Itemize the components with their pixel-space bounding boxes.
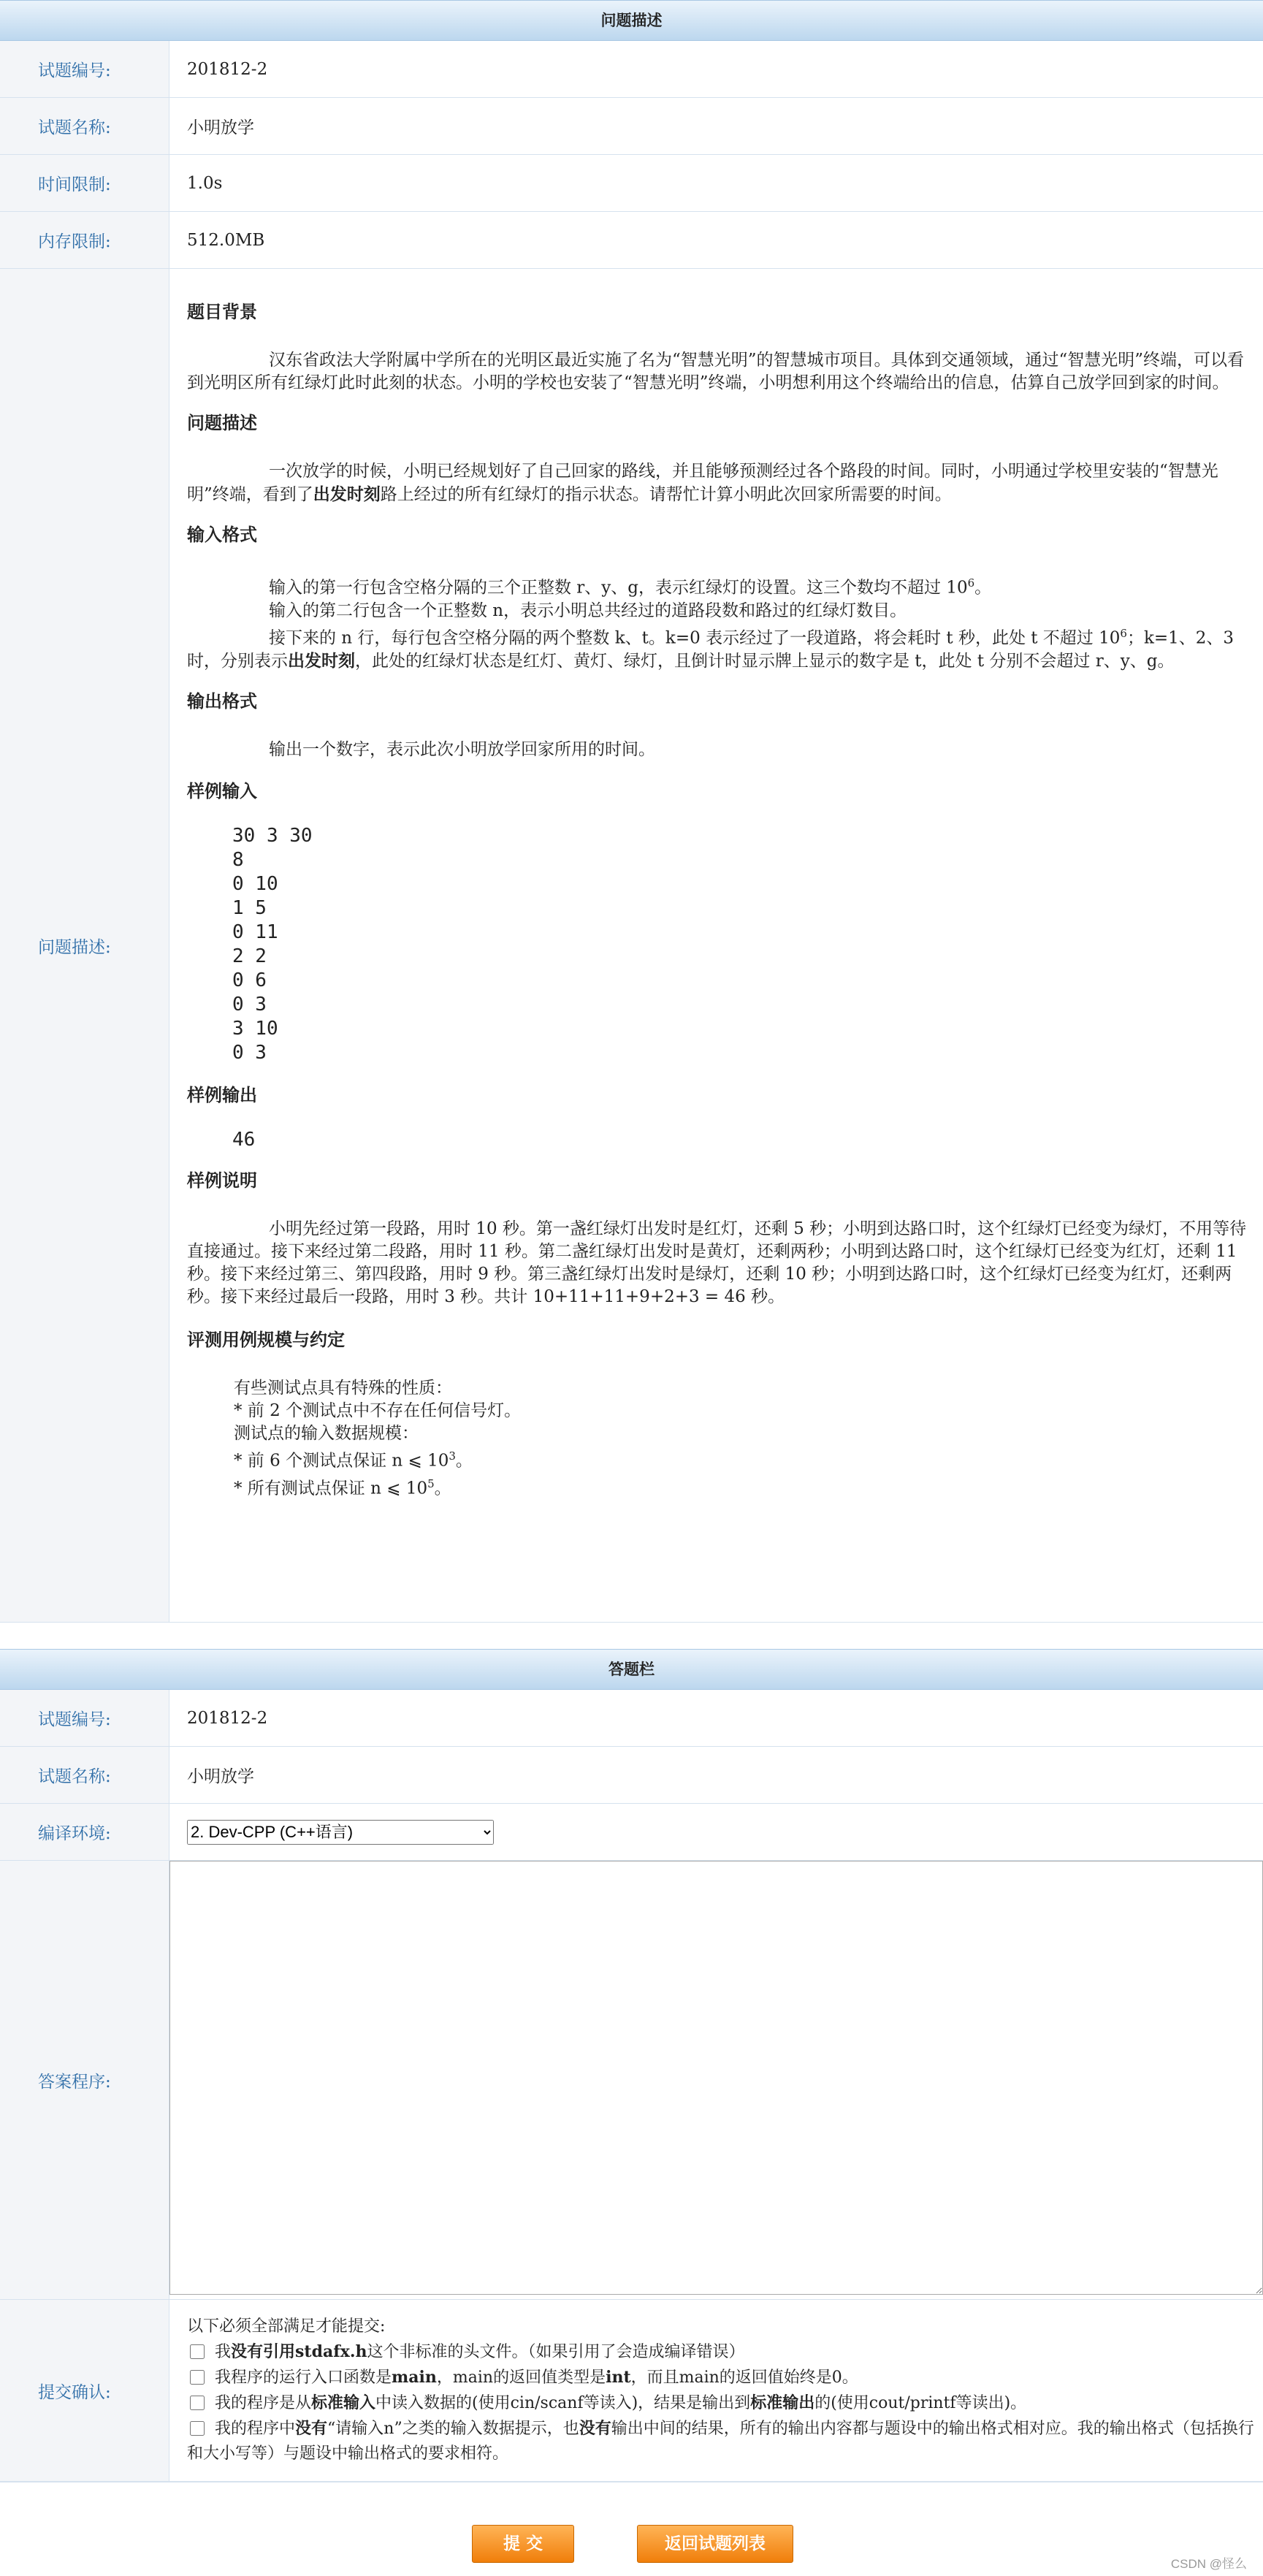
confirm-intro: 以下必须全部满足才能提交: <box>187 2317 386 2336</box>
answer-row-id <box>0 1690 1263 1747</box>
problem-text-part: 一次放学的时候，小明已经规划好了自己回家的路线，并且能够预测经过各个路段的时间。同时，小明通过学校里安装的“智慧光明”终端，看到了 <box>187 462 1218 504</box>
answer-id-value: 201812-2 <box>187 1708 268 1728</box>
back-to-list-button[interactable]: 返回试题列表 <box>637 2525 793 2563</box>
scale-title: 评测用例规模与约定 <box>187 1329 345 1351</box>
watermark: CSDN @怪么 <box>1170 2557 1247 2571</box>
name-value: 小明放学 <box>187 118 254 137</box>
confirm-checkbox-4[interactable] <box>190 2421 205 2436</box>
info-row-id <box>0 41 1263 98</box>
answer-id-label: 试题编号: <box>0 1690 169 1746</box>
answer-code-label: 答案程序: <box>0 1861 169 2299</box>
confirm-text: “请输入n”之类的输入数据提示，也 <box>327 2420 579 2438</box>
confirm-cell <box>169 2300 1263 2481</box>
answer-row-code <box>0 1861 1263 2300</box>
confirm-text: 我程序的运行入口函数是 <box>215 2369 392 2387</box>
input-line-text: 输入的第一行包含空格分隔的三个正整数 r、y、g，表示红绿灯的设置。这三个数均不超过 10 <box>269 578 968 598</box>
sample-output: 46 <box>232 1129 256 1151</box>
compile-env-cell <box>169 1804 1263 1860</box>
id-label: 试题编号: <box>0 41 169 97</box>
input-line-text: 接下来的 n 行，每行包含空格分隔的两个整数 k、t。k=0 表示经过了一段道路，将会耗时 t 秒，此处 t 不超过 10 <box>269 628 1121 648</box>
confirm-item-4 <box>187 2416 1256 2466</box>
confirm-text: 我 <box>215 2343 232 2361</box>
confirm-text: ，而且main的返回值始终是0。 <box>630 2369 858 2387</box>
sample-input-title: 样例输入 <box>187 780 257 802</box>
scale-text: 。 <box>455 1451 473 1471</box>
time-limit-label: 时间限制: <box>0 155 169 211</box>
confirm-text: 输出中间的结果，所有的输出内容都与题设中的输出格式相对应。我的输出格式（包括换行和大小写等）与题设中输出格式的要求相符。 <box>187 2420 1254 2463</box>
confirm-text-bold: 没有 <box>295 2419 328 2438</box>
confirm-checkbox-3[interactable] <box>190 2396 205 2410</box>
scale-line: * 前 2 个测试点中不存在任何信号灯。 <box>234 1401 522 1421</box>
input-line-text: 。 <box>974 578 992 598</box>
input-line-3 <box>187 622 1247 674</box>
confirm-text-bold: 没有 <box>579 2419 611 2438</box>
memory-limit-label: 内存限制: <box>0 212 169 268</box>
info-row-name <box>0 98 1263 155</box>
compile-env-select[interactable] <box>187 1820 494 1845</box>
confirm-text-bold: 标准输入 <box>311 2393 376 2412</box>
confirm-item-1 <box>187 2339 1256 2365</box>
scale-text: * 前 6 个测试点保证 n ⩽ 10 <box>234 1451 449 1471</box>
scale-line: 测试点的输入数据规模： <box>234 1424 419 1444</box>
output-format-title: 输出格式 <box>187 690 257 712</box>
scale-line: 有些测试点具有特殊的性质： <box>234 1379 452 1398</box>
confirm-text-bold: main <box>392 2368 437 2387</box>
id-value: 201812-2 <box>187 59 268 79</box>
confirm-label: 提交确认: <box>0 2300 169 2481</box>
confirm-text: ，main的返回值类型是 <box>436 2369 606 2387</box>
scale-text: 。 <box>434 1479 451 1498</box>
problem-text <box>187 460 1247 506</box>
input-line-text: ，此处的红绿灯状态是红灯、黄灯、绿灯，且倒计时显示牌上显示的数字是 t，此处 t 分别不会超过 r、y、g。 <box>355 652 1175 671</box>
superscript: 3 <box>449 1449 456 1463</box>
superscript: 5 <box>427 1476 435 1490</box>
confirm-text: 中读入数据的(使用cin/scanf等读入)，结果是输出到 <box>375 2394 751 2412</box>
name-label: 试题名称: <box>0 98 169 154</box>
scale-line <box>187 1473 1247 1501</box>
confirm-checkbox-2[interactable] <box>190 2370 205 2385</box>
confirm-text-bold: int <box>606 2368 631 2387</box>
confirm-text-bold: 标准输出 <box>750 2393 815 2412</box>
input-format-title: 输入格式 <box>187 524 257 545</box>
answer-row-confirm <box>0 2300 1263 2482</box>
time-limit-value: 1.0s <box>187 173 223 193</box>
sample-explain-title: 样例说明 <box>187 1170 257 1192</box>
background-text: 汉东省政法大学附属中学所在的光明区最近实施了名为“智慧光明”的智慧城市项目。具体到交通领域，通过“智慧光明”终端，可以看到光明区所有红绿灯此时此刻的状态。小明的学校也安装了“智慧光明”终端，小明想利用这个终端给出的信息，估算自己放学回到家的时间。 <box>187 351 1245 392</box>
answer-name-label: 试题名称: <box>0 1747 169 1803</box>
confirm-text: 这个非标准的头文件。（如果引用了会造成编译错误） <box>367 2343 745 2361</box>
confirm-text: 我的程序中 <box>215 2420 296 2438</box>
section-spacer <box>0 1623 1263 1649</box>
superscript: 6 <box>1120 626 1127 640</box>
scale-line <box>187 1445 1247 1473</box>
problem-text-part: 路上经过的所有红绿灯的指示状态。请帮忙计算小明此次回家所需要的时间。 <box>380 485 952 504</box>
scale-text: * 所有测试点保证 n ⩽ 10 <box>234 1479 428 1498</box>
problem-header: 问题描述 <box>0 0 1263 41</box>
confirm-text: 的(使用cout/printf等读出)。 <box>814 2394 1027 2412</box>
answer-name-value: 小明放学 <box>187 1767 254 1786</box>
input-line-bold: 出发时刻 <box>288 651 355 671</box>
description-body <box>169 269 1263 1622</box>
input-line-2: 输入的第二行包含一个正整数 n，表示小明总共经过的道路段数和路过的红绿灯数目。 <box>269 601 907 620</box>
problem-text-bold: 出发时刻 <box>313 484 381 504</box>
problem-title: 问题描述 <box>187 412 257 433</box>
sample-output-title: 样例输出 <box>187 1084 257 1106</box>
sample-input: 30 3 30 8 0 10 1 5 0 11 2 2 0 6 0 3 3 10 0 3 <box>232 825 313 1064</box>
confirm-item-3 <box>187 2390 1256 2416</box>
confirm-text-bold: 没有 <box>231 2342 264 2361</box>
superscript: 6 <box>967 576 975 590</box>
confirm-text: 我的程序是从 <box>215 2394 312 2412</box>
answer-row-env <box>0 1804 1263 1861</box>
answer-code-textarea[interactable] <box>169 1861 1263 2295</box>
info-row-memory <box>0 212 1263 269</box>
confirm-text-bold: 引用 <box>263 2342 296 2361</box>
confirm-text-bold: stdafx.h <box>295 2342 367 2361</box>
answer-header: 答题栏 <box>0 1649 1263 1690</box>
confirm-item-2 <box>187 2365 1256 2390</box>
submit-button[interactable]: 提 交 <box>472 2525 574 2563</box>
info-row-time <box>0 155 1263 212</box>
answer-row-name <box>0 1747 1263 1804</box>
confirm-checkbox-1[interactable] <box>190 2344 205 2359</box>
background-title: 题目背景 <box>187 301 257 322</box>
button-row <box>0 2482 1263 2576</box>
description-row <box>0 269 1263 1623</box>
output-format-text: 输出一个数字，表示此次小明放学回家所用的时间。 <box>269 740 655 760</box>
input-line-1 <box>187 572 1247 600</box>
description-label: 问题描述: <box>0 269 169 1622</box>
sample-explain-text: 小明先经过第一段路，用时 10 秒。第一盏红绿灯出发时是红灯，还剩 5 秒；小明到达路口时，这个红绿灯已经变为绿灯，不用等待直接通过。接下来经过第二段路，用时 11 秒。第二盏红绿灯出发时是黄灯，还剩两秒；小明到达路口时，这个红绿灯已经变为红灯，还剩 11 秒。接下来经过第三、第四段路，用时 9 秒。第三盏红绿灯出发时是绿灯，还剩 10 秒；小明到达路口时，这个红绿灯已经变为红灯，还剩两秒。接下来经过最后一段路，用时 3 秒。共计 10+11+11+9+2+3 = 46 秒。 <box>187 1219 1247 1307</box>
input-line-text: ；k=1、2、3 时，分别表示 <box>187 628 1235 671</box>
answer-code-cell <box>169 1861 1263 2299</box>
compile-env-label: 编译环境: <box>0 1804 169 1860</box>
memory-limit-value: 512.0MB <box>187 230 265 250</box>
